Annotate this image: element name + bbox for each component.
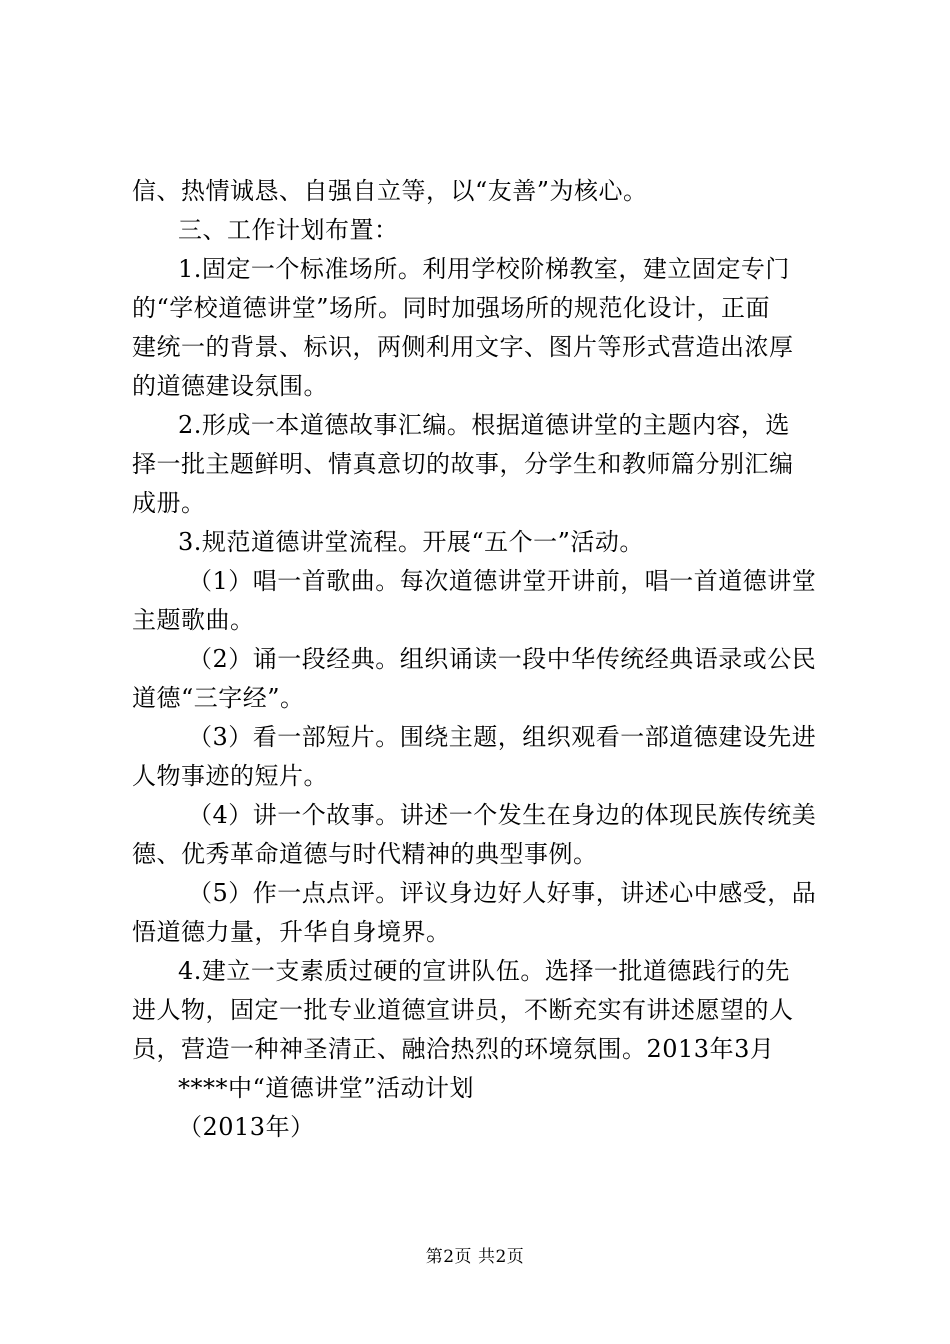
text-line: 建统一的背景、标识，两侧利用文字、图片等形式营造出浓厚 bbox=[132, 333, 794, 361]
text-line: 信、热情诚恳、自强自立等，以“友善”为核心。 bbox=[132, 177, 648, 205]
text-line: （4）讲一个故事。讲述一个发生在身边的体现民族传统美 bbox=[188, 801, 817, 829]
text-line: 进人物，固定一批专业道德宣讲员，不断充实有讲述愿望的人 bbox=[132, 996, 794, 1024]
text-line: （3）看一部短片。围绕主题，组织观看一部道德建设先进 bbox=[188, 723, 817, 751]
text-line: 3.规范道德讲堂流程。开展“五个一”活动。 bbox=[178, 528, 644, 556]
text-line: 主题歌曲。 bbox=[132, 606, 255, 634]
text-line: 悟道德力量，升华自身境界。 bbox=[132, 918, 451, 946]
text-line: 1.固定一个标准场所。利用学校阶梯教室，建立固定专门 bbox=[178, 255, 790, 283]
page-footer bbox=[0, 1242, 950, 1267]
text-line: 道德“三字经”。 bbox=[132, 684, 305, 712]
text-line: 成册。 bbox=[132, 489, 206, 517]
text-line: 德、优秀革命道德与时代精神的典型事例。 bbox=[132, 840, 598, 868]
text-line: 人物事迹的短片。 bbox=[132, 762, 328, 790]
document-body bbox=[132, 172, 832, 1147]
text-line: 4.建立一支素质过硬的宣讲队伍。选择一批道德践行的先 bbox=[178, 957, 790, 985]
text-line: 的道德建设氛围。 bbox=[132, 372, 328, 400]
text-line: （2）诵一段经典。组织诵读一段中华传统经典语录或公民 bbox=[188, 645, 817, 673]
text-line: 员，营造一种神圣清正、融洽热烈的环境氛围。2013年3月 bbox=[132, 1035, 775, 1063]
text-line: 择一批主题鲜明、情真意切的故事，分学生和教师篇分别汇编 bbox=[132, 450, 794, 478]
text-line: （5）作一点点评。评议身边好人好事，讲述心中感受，品 bbox=[188, 879, 817, 907]
text-line: 三、工作计划布置： bbox=[178, 216, 399, 244]
page-number-label: 第2页 共2页 bbox=[425, 1247, 525, 1267]
plan-title-line: ****中“道德讲堂”活动计划 bbox=[178, 1074, 475, 1102]
text-line: 2.形成一本道德故事汇编。根据道德讲堂的主题内容，选 bbox=[178, 411, 790, 439]
text-line: 的“学校道德讲堂”场所。同时加强场所的规范化设计，正面 bbox=[132, 294, 771, 322]
text-line: （1）唱一首歌曲。每次道德讲堂开讲前，唱一首道德讲堂 bbox=[188, 567, 817, 595]
plan-year-line: （2013年） bbox=[178, 1113, 315, 1141]
